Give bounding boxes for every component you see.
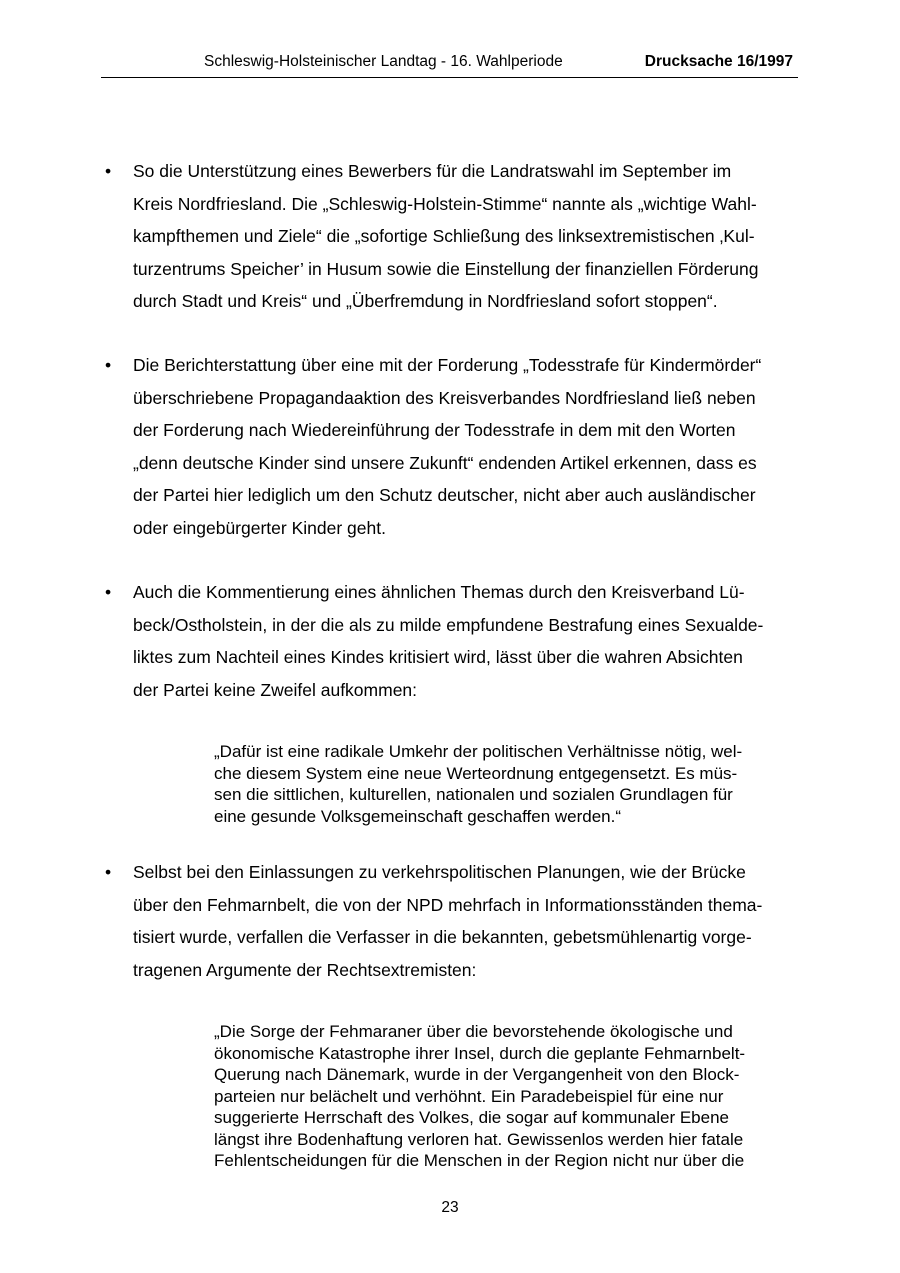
quote-line: eine gesunde Volksgemeinschaft geschaffen werden.“	[214, 806, 622, 826]
block-quote	[214, 1021, 745, 1172]
text-line: beck/Ostholstein, in der die als zu milde empfundene Bestrafung eines Sexualde-	[133, 614, 764, 635]
text-line: So die Unterstützung eines Bewerbers für die Landratswahl im September im	[133, 161, 732, 181]
quote-line: Querung nach Dänemark, wurde in der Vergangenheit von den Block-	[214, 1065, 740, 1084]
text-line: überschriebene Propagandaaktion des Kreisverbandes Nordfriesland ließ neben	[133, 387, 756, 408]
text-line: kampfthemen und Ziele“ die „sofortige Schließung des linksextremistischen ‚Kul-	[133, 226, 755, 246]
bullet-glyph: •	[105, 161, 112, 181]
header-drucksache-number: Drucksache 16/1997	[644, 53, 793, 70]
text-line: Die Berichterstattung über eine mit der Forderung „Todesstrafe für Kindermörder“	[133, 355, 762, 375]
block-quote	[214, 741, 742, 827]
quote-line: suggerierte Herrschaft des Volkes, die sogar auf kommunaler Ebene	[214, 1108, 729, 1127]
text-line: der Partei keine Zweifel aufkommen:	[133, 679, 418, 700]
text-line: tragenen Argumente der Rechtsextremisten:	[133, 959, 477, 980]
quote-line: „Dafür ist eine radikale Umkehr der politischen Verhältnisse nötig, wel-	[214, 742, 743, 761]
bullet-glyph: •	[105, 862, 112, 882]
text-line: durch Stadt und Kreis“ und „Überfremdung in Nordfriesland sofort stoppen“.	[133, 291, 718, 311]
quote-line: sen die sittlichen, kulturellen, nationalen und sozialen Grundlagen für	[214, 785, 733, 804]
bullet-glyph: •	[105, 582, 112, 602]
text-line: der Partei hier lediglich um den Schutz deutscher, nicht aber auch ausländischer	[133, 485, 756, 505]
quote-line: „Die Sorge der Fehmaraner über die bevorstehende ökologische und	[214, 1022, 733, 1041]
page-header	[101, 51, 798, 78]
header-title: Schleswig-Holsteinischer Landtag - 16. Wahlperiode	[204, 53, 563, 70]
quote-line: Fehlentscheidungen für die Menschen in der Region nicht nur über die	[214, 1151, 745, 1170]
page-number: 23	[441, 1199, 459, 1216]
text-line: Kreis Nordfriesland. Die „Schleswig-Holstein-Stimme“ nannte als „wichtige Wahl-	[133, 193, 757, 214]
quote-line: parteien nur belächelt und verhöhnt. Ein Paradebeispiel für eine nur	[214, 1086, 724, 1106]
text-line: Auch die Kommentierung eines ähnlichen Themas durch den Kreisverband Lü-	[133, 582, 745, 602]
bullet-glyph: •	[105, 355, 112, 375]
quote-line: che diesem System eine neue Werteordnung entgegensetzt. Es müs-	[214, 763, 738, 783]
text-line: „denn deutsche Kinder sind unsere Zukunft“ endenden Artikel erkennen, dass es	[133, 452, 757, 473]
text-line: über den Fehmarnbelt, die von der NPD mehrfach in Informationsständen thema-	[133, 894, 763, 915]
text-line: der Forderung nach Wiedereinführung der Todesstrafe in dem mit den Worten	[133, 420, 736, 440]
text-line: oder eingebürgerter Kinder geht.	[133, 517, 386, 538]
quote-line: ökonomische Katastrophe ihrer Insel, durch die geplante Fehmarnbelt-	[214, 1043, 746, 1063]
text-line: Selbst bei den Einlassungen zu verkehrspolitischen Planungen, wie der Brücke	[133, 862, 746, 882]
text-line: tisiert wurde, verfallen die Verfasser in die bekannten, gebetsmühlenartig vorge-	[133, 927, 752, 947]
quote-line: längst ihre Bodenhaftung verloren hat. Gewissenlos werden hier fatale	[214, 1129, 744, 1149]
text-line: turzentrums Speicher’ in Husum sowie die Einstellung der finanziellen Förderung	[133, 258, 759, 279]
text-line: liktes zum Nachteil eines Kindes kritisiert wird, lässt über die wahren Absichten	[133, 647, 743, 667]
